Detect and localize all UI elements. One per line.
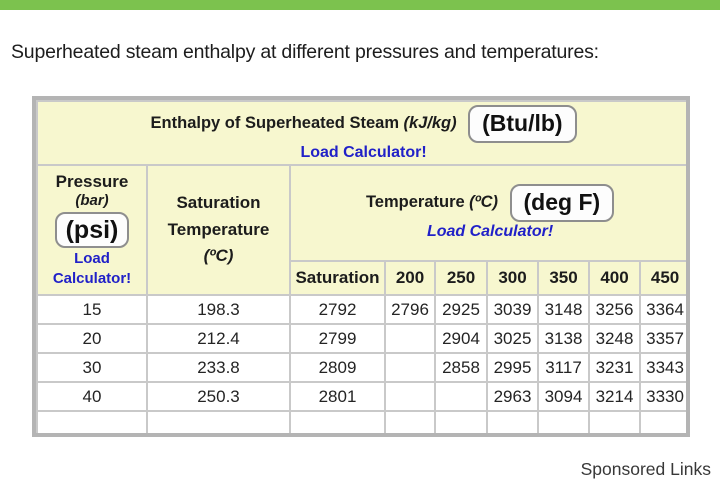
saturation-temp-line2: Temperature <box>167 219 270 239</box>
temperature-header-cell <box>290 165 690 261</box>
temperature-label: Temperature <box>365 193 465 212</box>
data-cell: 30 <box>37 353 147 382</box>
data-cell: 3357 <box>640 324 690 353</box>
data-cell <box>385 324 435 353</box>
data-cell: 2904 <box>435 324 487 353</box>
data-cell: 2925 <box>435 295 487 324</box>
data-cell: 20 <box>37 324 147 353</box>
temperature-load-calculator-link[interactable]: Load Calculator! <box>426 222 554 240</box>
data-cell <box>487 411 538 437</box>
data-cell: 2809 <box>290 353 385 382</box>
data-cell: 15 <box>37 295 147 324</box>
saturation-temperature-header-cell <box>147 165 290 295</box>
top-accent-bar <box>0 0 720 10</box>
data-cell: 40 <box>37 382 147 411</box>
data-cell: 3214 <box>589 382 640 411</box>
data-cell: 212.4 <box>147 324 290 353</box>
steam-enthalpy-table <box>32 96 690 437</box>
saturation-temp-line1: Saturation <box>176 193 261 213</box>
column-header-row <box>37 165 690 261</box>
temp-column-header: 300 <box>487 261 538 295</box>
data-cell: 3094 <box>538 382 589 411</box>
data-cell <box>435 382 487 411</box>
page-title: Superheated steam enthalpy at different pressures and temperatures: <box>11 41 599 63</box>
data-cell <box>435 411 487 437</box>
data-cell <box>589 411 640 437</box>
data-cell: 3330 <box>640 382 690 411</box>
temp-column-header: Saturation <box>290 261 385 295</box>
data-cell: 3138 <box>538 324 589 353</box>
load-calculator-link[interactable]: Load Calculator! <box>300 143 427 161</box>
temperature-unit: (ºC) <box>469 193 499 212</box>
data-cell: 2796 <box>385 295 435 324</box>
saturation-temp-unit: (ºC) <box>203 246 234 266</box>
sponsored-links-label: Sponsored Links <box>580 459 711 479</box>
pressure-label: Pressure <box>55 172 129 191</box>
pressure-load-calculator-link[interactable]: Load Calculator! <box>52 249 132 287</box>
data-cell: 2995 <box>487 353 538 382</box>
data-cell <box>385 382 435 411</box>
data-cell: 3148 <box>538 295 589 324</box>
table-title-unit: (kJ/kg) <box>403 114 457 133</box>
table-title-row <box>37 101 690 165</box>
table-row <box>37 382 690 411</box>
data-cell: 3117 <box>538 353 589 382</box>
data-cell: 2801 <box>290 382 385 411</box>
data-cell: 3039 <box>487 295 538 324</box>
data-cell <box>290 411 385 437</box>
pressure-header-cell <box>37 165 147 295</box>
data-cell: 2858 <box>435 353 487 382</box>
deg-f-toggle-button[interactable]: (deg F) <box>510 184 615 222</box>
data-cell: 3025 <box>487 324 538 353</box>
data-cell: 3256 <box>589 295 640 324</box>
data-cell: 2799 <box>290 324 385 353</box>
temp-column-header: 250 <box>435 261 487 295</box>
temp-column-header: 450 <box>640 261 690 295</box>
data-cell: 3248 <box>589 324 640 353</box>
data-cell: 233.8 <box>147 353 290 382</box>
table-row <box>37 324 690 353</box>
data-cell <box>538 411 589 437</box>
table-title: Enthalpy of Superheated Steam <box>150 114 399 133</box>
psi-toggle-button[interactable]: (psi) <box>55 212 130 248</box>
data-cell: 3343 <box>640 353 690 382</box>
data-cell <box>37 411 147 437</box>
data-cell <box>385 353 435 382</box>
pressure-unit: (bar) <box>75 192 109 210</box>
data-rows <box>37 295 690 437</box>
data-cell: 198.3 <box>147 295 290 324</box>
temp-column-header: 350 <box>538 261 589 295</box>
data-cell: 250.3 <box>147 382 290 411</box>
data-cell: 2963 <box>487 382 538 411</box>
enthalpy-table <box>36 100 690 437</box>
table-row <box>37 411 690 437</box>
temp-column-header: 200 <box>385 261 435 295</box>
data-cell: 3364 <box>640 295 690 324</box>
data-cell: 3231 <box>589 353 640 382</box>
data-cell <box>640 411 690 437</box>
table-title-cell <box>37 101 690 165</box>
btu-lb-toggle-button[interactable]: (Btu/lb) <box>468 105 576 143</box>
temp-column-header: 400 <box>589 261 640 295</box>
data-cell <box>147 411 290 437</box>
table-row <box>37 295 690 324</box>
data-cell <box>385 411 435 437</box>
table-row <box>37 353 690 382</box>
data-cell: 2792 <box>290 295 385 324</box>
